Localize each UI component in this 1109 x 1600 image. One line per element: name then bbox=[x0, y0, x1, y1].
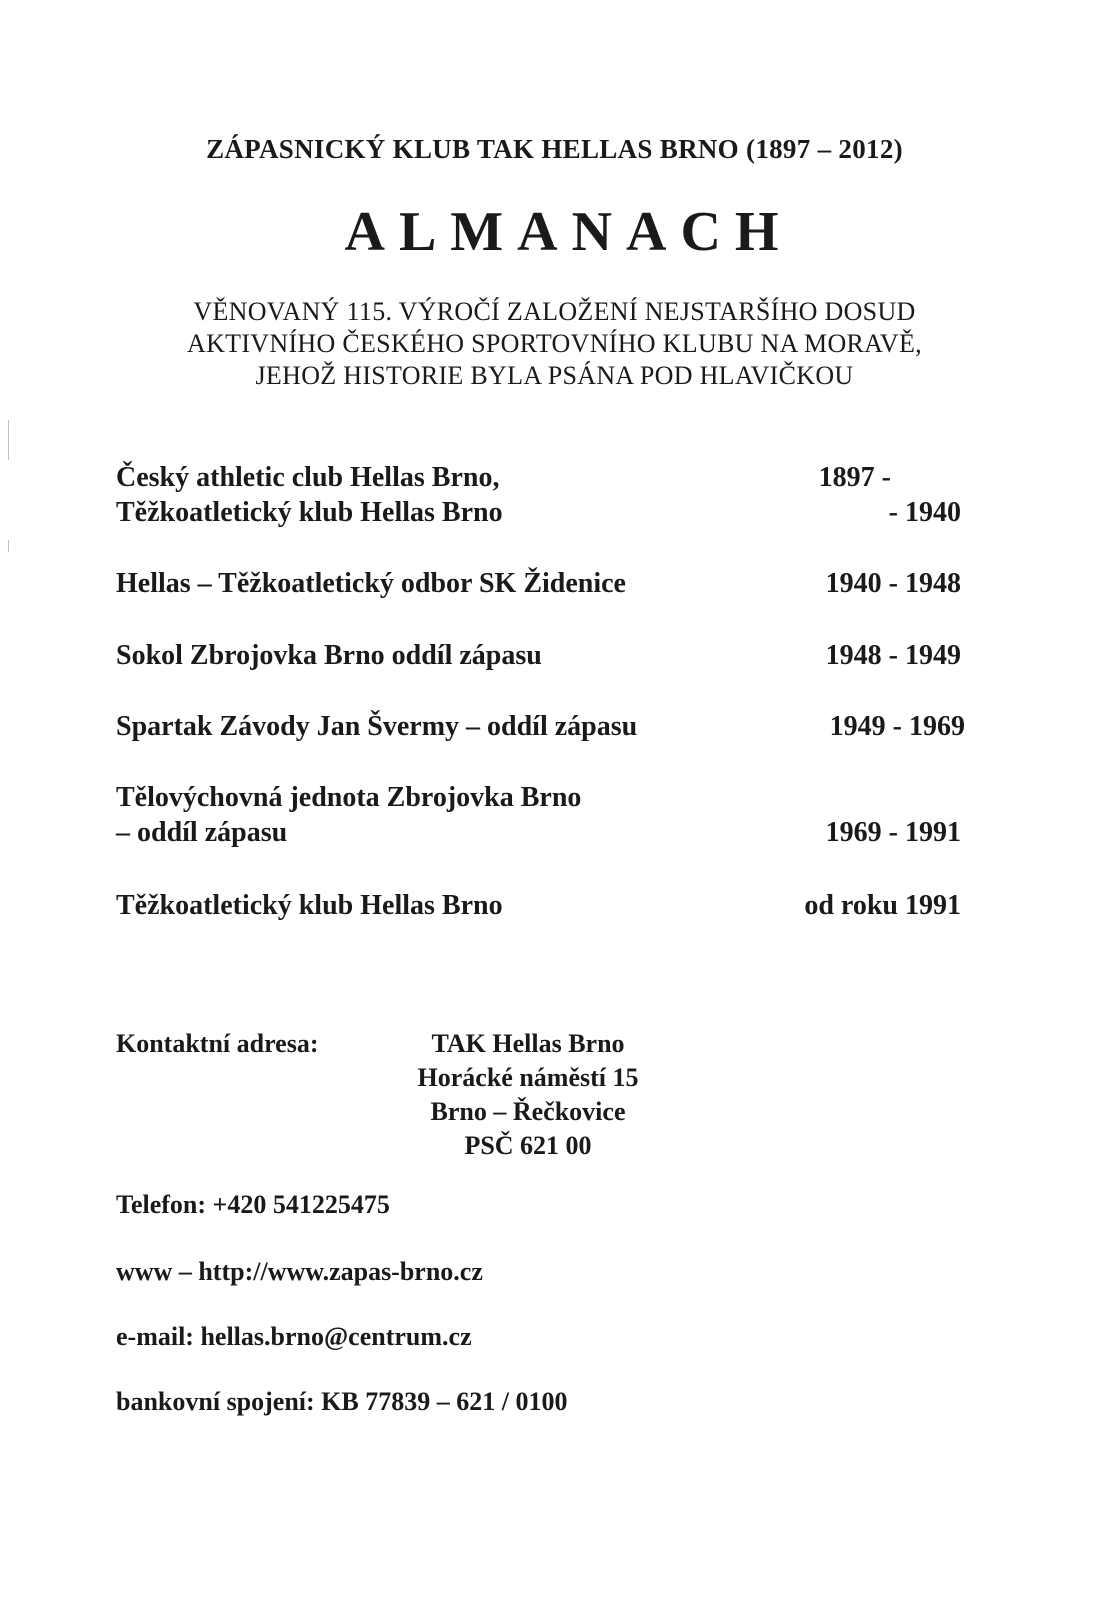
history-club-name: Sokol Zbrojovka Brno oddíl zápasu bbox=[116, 640, 542, 671]
scan-margin-mark bbox=[8, 420, 9, 460]
club-title: ZÁPASNICKÝ KLUB TAK HELLAS BRNO (1897 – 2012) bbox=[206, 134, 903, 164]
address-line: TAK Hellas Brno bbox=[431, 1029, 625, 1058]
history-club-name: Spartak Závody Jan Švermy – oddíl zápasu bbox=[116, 711, 638, 742]
history-years: 1940 - 1948 bbox=[825, 568, 961, 599]
history-years: 1948 - 1949 bbox=[825, 640, 961, 671]
history-club-name: Těžkoatletický klub Hellas Brno bbox=[116, 890, 503, 921]
history-years: od roku 1991 bbox=[804, 890, 961, 921]
address-block bbox=[398, 1027, 658, 1163]
dedication-line: VĚNOVANÝ 115. VÝROČÍ ZALOŽENÍ NEJSTARŠÍHO DOSUD bbox=[193, 297, 916, 326]
phone-text: Telefon: +420 541225475 bbox=[116, 1190, 390, 1219]
history-club-name: Hellas – Těžkoatletický odbor SK Židenice bbox=[116, 568, 626, 599]
bank-account-text: bankovní spojení: KB 77839 – 621 / 0100 bbox=[116, 1387, 568, 1416]
history-years: 1949 - 1969 bbox=[829, 711, 965, 742]
history-club-name: Těžkoatletický klub Hellas Brno bbox=[116, 497, 503, 528]
dedication-text bbox=[0, 296, 1109, 392]
website-text: www – http://www.zapas-brno.cz bbox=[116, 1257, 483, 1286]
history-years: 1897 - bbox=[818, 462, 891, 493]
email-text: e-mail: hellas.brno@centrum.cz bbox=[116, 1322, 472, 1351]
address-line: PSČ 621 00 bbox=[464, 1131, 592, 1160]
history-club-name: Tělovýchovná jednota Zbrojovka Brno bbox=[116, 782, 582, 813]
dedication-line: JEHOŽ HISTORIE BYLA PSÁNA POD HLAVIČKOU bbox=[255, 361, 854, 390]
address-label: Kontaktní adresa: bbox=[116, 1029, 319, 1058]
dedication-line: AKTIVNÍHO ČESKÉHO SPORTOVNÍHO KLUBU NA MORAVĚ, bbox=[187, 329, 922, 358]
main-title: ALMANACH bbox=[344, 201, 793, 263]
history-club-name: Český athletic club Hellas Brno, bbox=[116, 462, 500, 493]
address-line: Brno – Řečkovice bbox=[430, 1097, 626, 1126]
scan-margin-mark bbox=[8, 540, 9, 552]
address-line: Horácké náměstí 15 bbox=[417, 1063, 639, 1092]
history-years: - 1940 bbox=[888, 497, 961, 528]
history-years: 1969 - 1991 bbox=[825, 817, 961, 848]
history-club-name: – oddíl zápasu bbox=[116, 817, 288, 848]
